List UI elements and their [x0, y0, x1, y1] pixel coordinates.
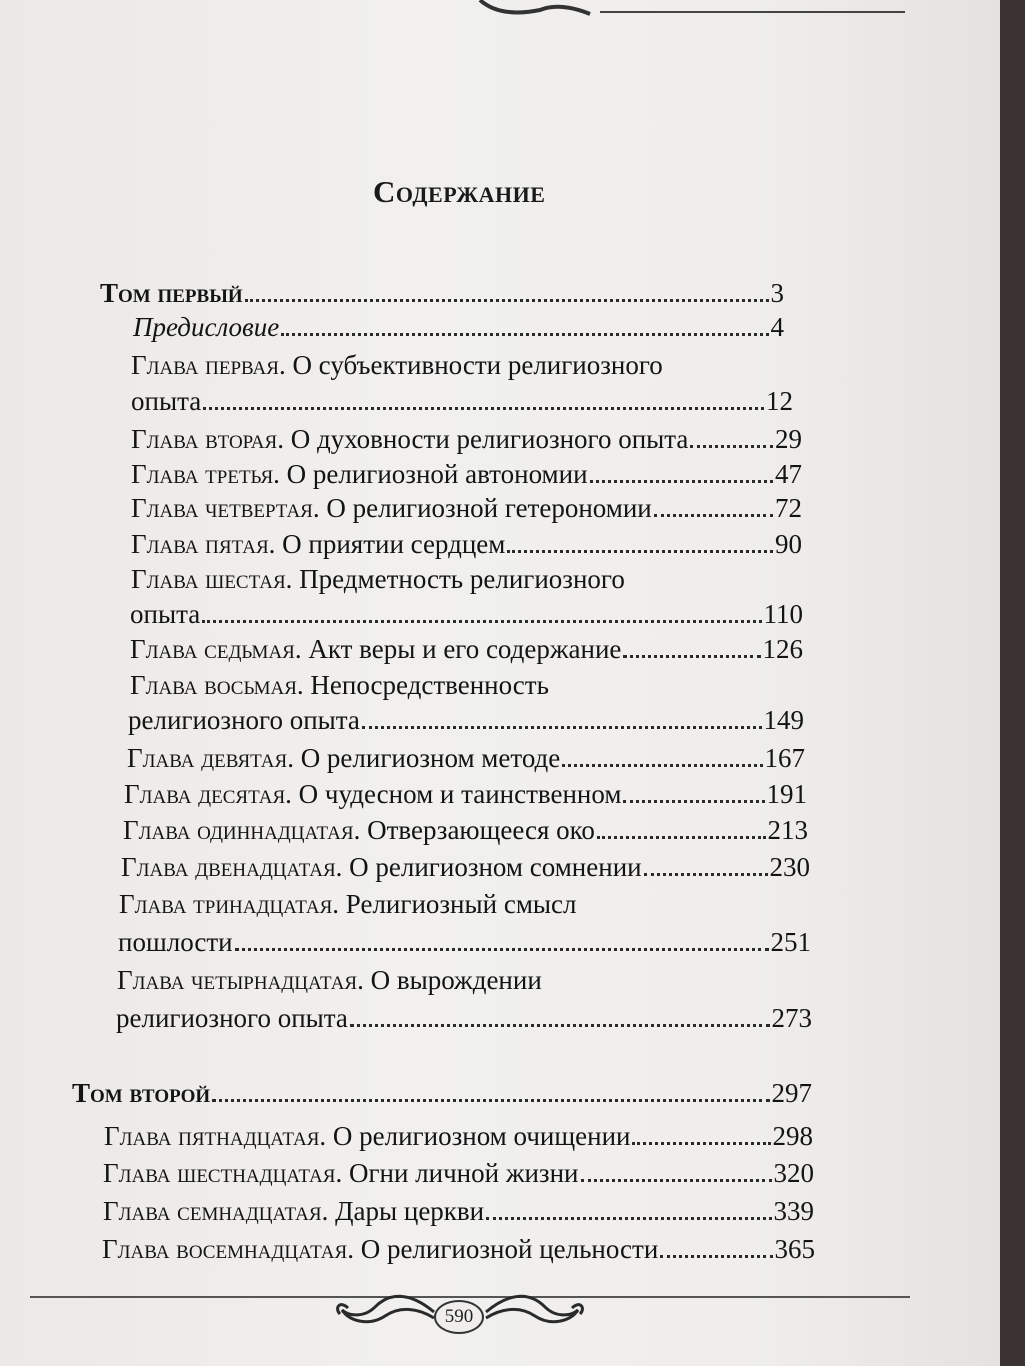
- toc-entry-ch2: [131, 424, 802, 455]
- toc-entry-ch13-cont: [118, 927, 811, 958]
- leader-dots: [245, 299, 769, 302]
- entry-title: Предисловие: [133, 312, 280, 342]
- chapter-title: . Акт веры и его содержание: [294, 634, 622, 664]
- toc-entry-ch11: [123, 815, 808, 846]
- chapter-title: . О религиозной гетерономии: [312, 493, 652, 523]
- chapter-label: Глава десятая: [124, 779, 286, 809]
- leader-dots: [590, 480, 773, 483]
- toc-entry-ch13: [119, 889, 577, 920]
- toc-entry-ch1-cont: [131, 386, 793, 417]
- page-number: 90: [775, 529, 802, 559]
- leader-dots: [690, 445, 773, 448]
- chapter-title: . О субъективности религиозного: [278, 350, 663, 380]
- chapter-title: . Отверзающееся око: [353, 815, 595, 845]
- toc-entry-ch7: [130, 634, 803, 665]
- toc-entry-ch14: [117, 965, 542, 996]
- leader-dots: [623, 800, 764, 803]
- page-number: 149: [763, 705, 804, 735]
- page-number: 47: [775, 459, 802, 489]
- leader-dots: [212, 1099, 769, 1102]
- chapter-title: . О вырождении: [357, 965, 542, 995]
- entry-title-cont: опыта: [130, 599, 201, 629]
- leader-dots: [644, 873, 768, 876]
- toc-entry-ch15: [104, 1121, 813, 1152]
- toc-entry-preface: [133, 312, 784, 343]
- leader-dots: [581, 1179, 772, 1182]
- chapter-label: Глава первая: [131, 350, 279, 380]
- page-number: 4: [770, 312, 784, 342]
- chapter-title: . О религиозной цельности: [347, 1234, 659, 1264]
- chapter-label: Глава шестая: [131, 564, 286, 594]
- chapter-title: . О чудесном и таинственном: [285, 779, 622, 809]
- page-number: 251: [770, 927, 811, 957]
- chapter-title: . Непосредственность: [296, 670, 549, 700]
- page-folio: 590: [434, 1300, 484, 1334]
- chapter-label: Глава шестнадцатая: [103, 1158, 336, 1188]
- page-number: 126: [762, 634, 803, 664]
- entry-title-cont: опыта: [131, 386, 202, 416]
- leader-dots: [235, 948, 769, 951]
- leader-dots: [203, 407, 764, 410]
- toc-entry-ch18: [102, 1234, 815, 1265]
- top-ornament: [0, 0, 1000, 22]
- chapter-label: Глава одиннадцатая: [123, 815, 354, 845]
- chapter-label: Глава седьмая: [130, 634, 295, 664]
- page-number: 365: [774, 1234, 815, 1264]
- chapter-label: Глава пятнадцатая: [104, 1121, 320, 1151]
- leader-dots: [486, 1217, 771, 1220]
- chapter-label: Глава третья: [131, 459, 274, 489]
- toc-entry-ch4: [131, 493, 802, 524]
- entry-title-cont: религиозного опыта: [116, 1003, 348, 1033]
- chapter-label: Глава семнадцатая: [103, 1196, 322, 1226]
- chapter-title: . О религиозном очищении: [319, 1121, 631, 1151]
- toc-entry-ch17: [103, 1196, 814, 1227]
- page-number: 320: [773, 1158, 814, 1188]
- chapter-title: . О религиозной автономии: [273, 459, 588, 489]
- leader-dots: [562, 764, 762, 767]
- page-number: 297: [771, 1078, 812, 1108]
- volume-title: Том первый: [100, 278, 243, 308]
- leader-dots: [654, 514, 773, 517]
- leader-dots: [350, 1024, 770, 1027]
- toc-entry-ch1: [131, 350, 663, 381]
- page-number: 167: [764, 743, 805, 773]
- chapter-label: Глава вторая: [131, 424, 278, 454]
- contents-heading: Содержание: [373, 174, 546, 209]
- leader-dots: [623, 655, 760, 658]
- chapter-label: Глава восемнадцатая: [102, 1234, 348, 1264]
- toc-entry-ch10: [124, 779, 807, 810]
- toc-entry-ch6-cont: [130, 599, 803, 630]
- page-number: 298: [772, 1121, 813, 1151]
- page-number: 29: [775, 424, 802, 454]
- leader-dots: [507, 550, 773, 553]
- chapter-label: Глава пятая: [131, 529, 269, 559]
- page-number: 110: [763, 599, 803, 629]
- page-number: 191: [766, 779, 807, 809]
- leader-dots: [202, 620, 761, 623]
- chapter-title: . Религиозный смысл: [332, 889, 577, 919]
- page-number: 339: [773, 1196, 814, 1226]
- leader-dots: [660, 1255, 772, 1258]
- page-number: 213: [767, 815, 808, 845]
- chapter-title: . О духовности религиозного опыта: [277, 424, 689, 454]
- chapter-label: Глава девятая: [127, 743, 288, 773]
- entry-title-cont: пошлости: [118, 927, 233, 957]
- toc-entry-ch9: [127, 743, 805, 774]
- leader-dots: [597, 836, 766, 839]
- toc-entry-ch3: [131, 459, 802, 490]
- chapter-title: . Огни личной жизни: [335, 1158, 579, 1188]
- leader-dots: [632, 1142, 770, 1145]
- toc-entry-ch5: [131, 529, 802, 560]
- toc-volume-2: [72, 1078, 812, 1109]
- toc-entry-ch6: [131, 564, 625, 595]
- entry-title-cont: религиозного опыта: [128, 705, 360, 735]
- chapter-label: Глава восьмая: [130, 670, 297, 700]
- toc-entry-ch14-cont: [116, 1003, 812, 1034]
- page-number: 273: [771, 1003, 812, 1033]
- page-number: 3: [770, 278, 784, 308]
- chapter-label: Глава двенадцатая: [121, 852, 336, 882]
- leader-dots: [281, 333, 768, 336]
- toc-entry-ch12: [121, 852, 810, 883]
- chapter-title: . О приятии сердцем: [268, 529, 506, 559]
- chapter-title: . Предметность религиозного: [285, 564, 625, 594]
- page-number: 72: [775, 493, 802, 523]
- chapter-label: Глава четвертая: [131, 493, 313, 523]
- toc-volume-1: [100, 278, 784, 309]
- toc-entry-ch16: [103, 1158, 814, 1189]
- page-number: 12: [766, 386, 793, 416]
- page-number: 230: [769, 852, 810, 882]
- chapter-label: Глава четырнадцатая: [117, 965, 358, 995]
- volume-title: Том второй: [72, 1078, 211, 1108]
- toc-entry-ch8-cont: [128, 705, 804, 736]
- chapter-title: . О религиозном методе: [287, 743, 561, 773]
- toc-entry-ch8: [130, 670, 549, 701]
- chapter-title: . Дары церкви: [321, 1196, 485, 1226]
- chapter-label: Глава тринадцатая: [119, 889, 333, 919]
- chapter-title: . О религиозном сомнении: [335, 852, 642, 882]
- leader-dots: [362, 726, 762, 729]
